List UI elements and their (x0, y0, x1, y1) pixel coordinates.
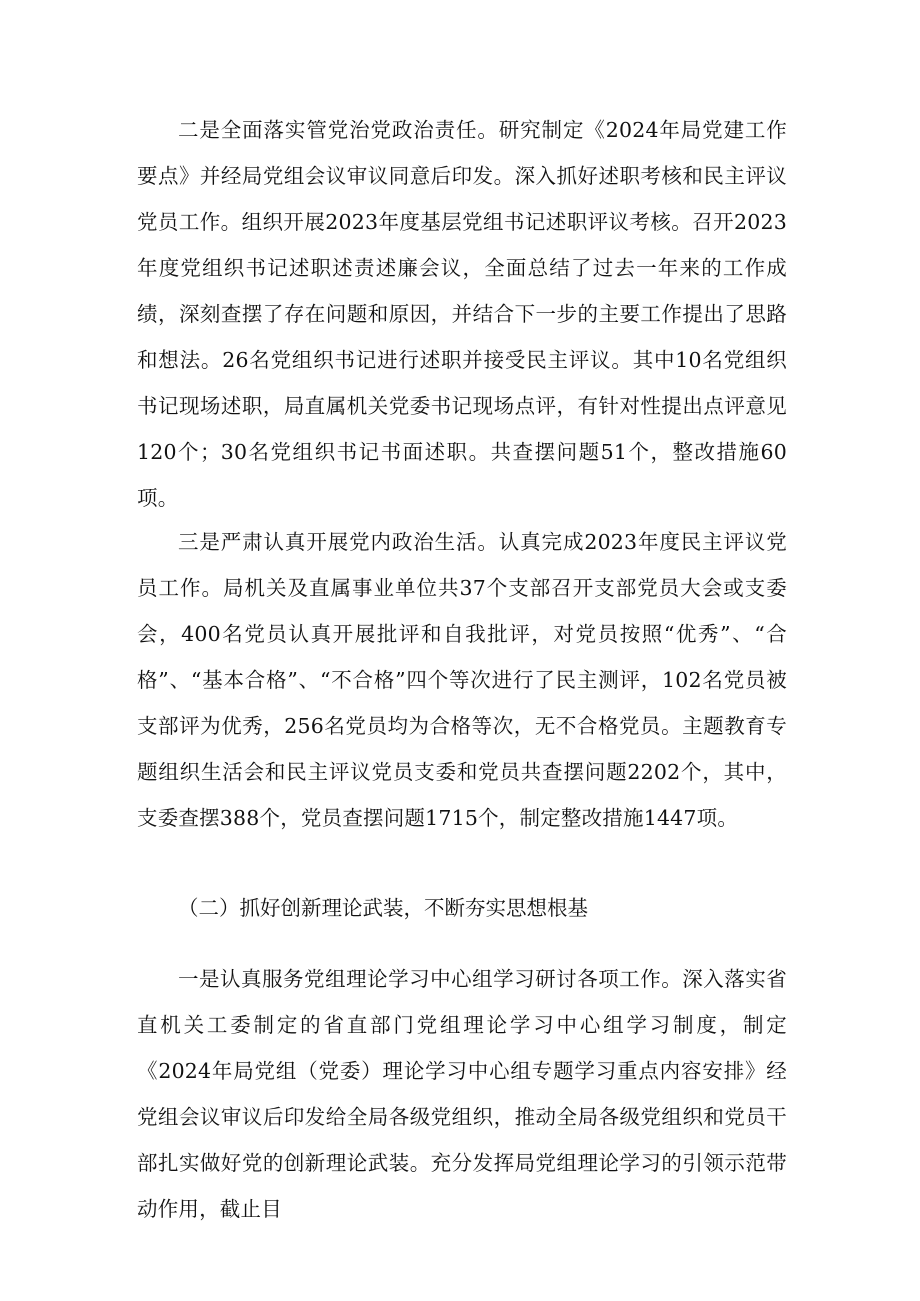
paragraph-theory-study: 一是认真服务党组理论学习中心组学习研讨各项工作。深入落实省直机关工委制定的省直部门党组理论学习中心组学习制度，制定《2024年局党组（党委）理论学习中心组专题学习重点内容安排》经党组会议审议后印发给全局各级党组织，推动全局各级党组织和党员干部扎实做好党的创新理论武装。充分发挥局党组理论学习的引领示范带动作用，截止目 (137, 967, 787, 1221)
paragraph-party-responsibility: 二是全面落实管党治党政治责任。研究制定《2024年局党建工作要点》并经局党组会议审议同意后印发。深入抓好述职考核和民主评议党员工作。组织开展2023年度基层党组书记述职评议考核。召开2023年度党组织书记述职述责述廉会议，全面总结了过去一年来的工作成绩，深刻查摆了存在问题和原因，并结合下一步的主要工作提出了思路和想法。26名党组织书记进行述职并接受民主评议。其中10名党组织书记现场述职，局直属机关党委书记现场点评，有针对性提出点评意见120个；30名党组织书记书面述职。共查摆问题51个，整改措施60项。 (137, 118, 787, 510)
section-heading: （二）抓好创新理论武装，不断夯实思想根基 (178, 896, 588, 920)
paragraph-political-life: 三是严肃认真开展党内政治生活。认真完成2023年度民主评议党员工作。局机关及直属事业单位共37个支部召开支部党员大会或支委会，400名党员认真开展批评和自我批评，对党员按照“优秀”、“合格”、“基本合格”、“不合格”四个等次进行了民主测评，102名党员被支部评为优秀，256名党员均为合格等次，无不合格党员。主题教育专题组织生活会和民主评议党员支委和党员共查摆问题2202个，其中，支委查摆388个，党员查摆问题1715个，制定整改措施1447项。 (137, 530, 787, 830)
